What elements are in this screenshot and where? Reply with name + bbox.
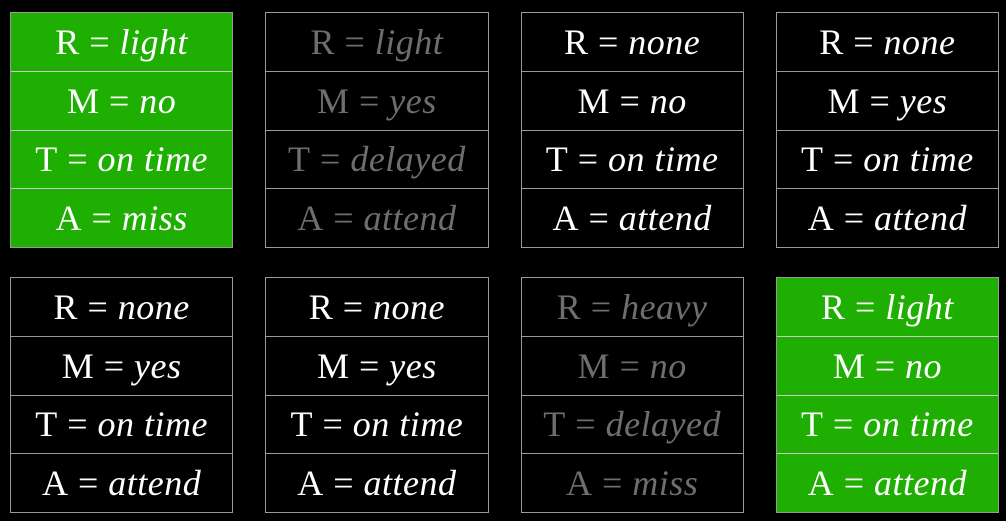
assignment-row (777, 189, 998, 247)
variable-value: attend (618, 198, 712, 239)
variable-letter: M (61, 345, 95, 386)
equals-sign: = (845, 286, 886, 327)
variable-letter: R (308, 286, 334, 327)
variable-letter: M (832, 345, 866, 386)
assignment-row (522, 189, 743, 247)
variable-value: yes (134, 345, 182, 386)
variable-value: yes (899, 80, 948, 121)
equals-sign: = (843, 21, 884, 62)
equals-sign: = (865, 345, 906, 386)
variable-letter: T (545, 139, 569, 180)
equals-sign: = (349, 345, 390, 386)
variable-value: on time (863, 404, 974, 445)
assignment-row (522, 72, 743, 131)
variable-value: yes (389, 80, 437, 121)
sample-card-1 (10, 12, 233, 248)
equals-sign: = (312, 404, 353, 445)
variable-value: delayed (605, 404, 721, 445)
variable-value: none (117, 286, 190, 327)
assignment-row (11, 278, 232, 337)
assignment-row (266, 278, 487, 337)
variable-value: attend (363, 198, 457, 239)
variable-value: light (885, 286, 954, 327)
variable-letter: A (565, 463, 593, 504)
equals-sign: = (588, 21, 629, 62)
assignment-row (266, 72, 487, 131)
variable-value: attend (108, 463, 202, 504)
assignment-row (522, 396, 743, 455)
variable-letter: T (288, 139, 311, 180)
assignment-row (11, 454, 232, 512)
assignment-row (11, 13, 232, 72)
equals-sign: = (310, 139, 351, 180)
variable-letter: T (800, 404, 824, 445)
equals-sign: = (334, 21, 375, 62)
equals-sign: = (578, 198, 619, 239)
equals-sign: = (834, 463, 875, 504)
variable-value: on time (863, 139, 974, 180)
variable-letter: T (543, 404, 566, 445)
assignment-row (266, 131, 487, 190)
variable-letter: R (310, 21, 335, 62)
equals-sign: = (609, 345, 650, 386)
variable-letter: A (807, 463, 835, 504)
variable-value: attend (874, 198, 968, 239)
variable-letter: R (53, 286, 78, 327)
equals-sign: = (565, 404, 606, 445)
assignment-row (522, 13, 743, 72)
variable-value: light (119, 21, 189, 62)
variable-letter: T (800, 139, 824, 180)
equals-sign: = (68, 463, 109, 504)
assignment-row (11, 189, 232, 247)
variable-value: on time (352, 404, 464, 445)
assignment-row (266, 454, 487, 512)
equals-sign: = (99, 80, 140, 121)
variable-letter: M (66, 80, 100, 121)
assignment-row (11, 337, 232, 396)
variable-value: none (883, 21, 956, 62)
equals-sign: = (823, 139, 864, 180)
variable-value: on time (97, 404, 209, 445)
variable-letter: M (316, 345, 350, 386)
variable-letter: A (41, 463, 69, 504)
equals-sign: = (568, 139, 609, 180)
variable-value: attend (874, 463, 968, 504)
variable-value: none (628, 21, 701, 62)
variable-value: no (139, 80, 177, 121)
equals-sign: = (81, 198, 122, 239)
equals-sign: = (349, 80, 390, 121)
sample-card-3 (521, 12, 744, 248)
assignment-row (266, 189, 487, 247)
variable-letter: T (35, 139, 58, 180)
variable-letter: M (827, 80, 860, 121)
variable-letter: A (807, 198, 835, 239)
variable-letter: A (552, 198, 579, 239)
variable-value: no (905, 345, 943, 386)
assignment-row (777, 13, 998, 72)
sample-card-4 (776, 12, 999, 248)
equals-sign: = (77, 286, 118, 327)
variable-letter: A (297, 198, 324, 239)
assignment-row (777, 72, 998, 131)
variable-value: on time (608, 139, 719, 180)
variable-letter: R (819, 21, 844, 62)
assignment-row (11, 72, 232, 131)
sample-card-7 (521, 277, 744, 513)
equals-sign: = (609, 80, 650, 121)
variable-value: yes (389, 345, 437, 386)
assignment-row (11, 396, 232, 455)
variable-value: no (649, 345, 687, 386)
variable-letter: R (563, 21, 589, 62)
equals-sign: = (94, 345, 135, 386)
variable-letter: A (297, 463, 324, 504)
sample-card-5 (10, 277, 233, 513)
equals-sign: = (57, 139, 98, 180)
variable-value: miss (632, 463, 699, 504)
assignment-row (777, 396, 998, 455)
assignment-row (522, 278, 743, 337)
equals-sign: = (581, 286, 622, 327)
assignment-row (522, 337, 743, 396)
sample-card-6 (265, 277, 488, 513)
variable-letter: M (577, 345, 610, 386)
variable-letter: T (290, 404, 313, 445)
variable-value: none (373, 286, 446, 327)
variable-letter: A (55, 198, 82, 239)
equals-sign: = (323, 198, 364, 239)
equals-sign: = (57, 404, 98, 445)
assignment-row (777, 454, 998, 512)
variable-letter: M (577, 80, 610, 121)
variable-letter: R (820, 286, 846, 327)
assignment-row (522, 131, 743, 190)
variable-value: on time (97, 139, 209, 180)
variable-value: delayed (350, 139, 466, 180)
equals-sign: = (834, 198, 875, 239)
variable-letter: M (316, 80, 350, 121)
variable-value: attend (363, 463, 457, 504)
variable-value: light (374, 21, 444, 62)
assignment-row (266, 13, 487, 72)
equals-sign: = (79, 21, 120, 62)
assignment-row (266, 396, 487, 455)
assignment-row (777, 278, 998, 337)
variable-value: miss (121, 198, 188, 239)
equals-sign: = (859, 80, 900, 121)
assignment-row (11, 131, 232, 190)
variable-value: no (649, 80, 687, 121)
sample-card-2 (265, 12, 488, 248)
variable-value: heavy (621, 286, 708, 327)
variable-letter: R (55, 21, 80, 62)
equals-sign: = (592, 463, 633, 504)
assignment-row (777, 131, 998, 190)
sample-card-8 (776, 277, 999, 513)
variable-letter: T (35, 404, 58, 445)
assignment-row (266, 337, 487, 396)
equals-sign: = (323, 463, 364, 504)
assignment-row (522, 454, 743, 512)
variable-letter: R (556, 286, 582, 327)
equals-sign: = (823, 404, 864, 445)
equals-sign: = (333, 286, 374, 327)
assignment-row (777, 337, 998, 396)
